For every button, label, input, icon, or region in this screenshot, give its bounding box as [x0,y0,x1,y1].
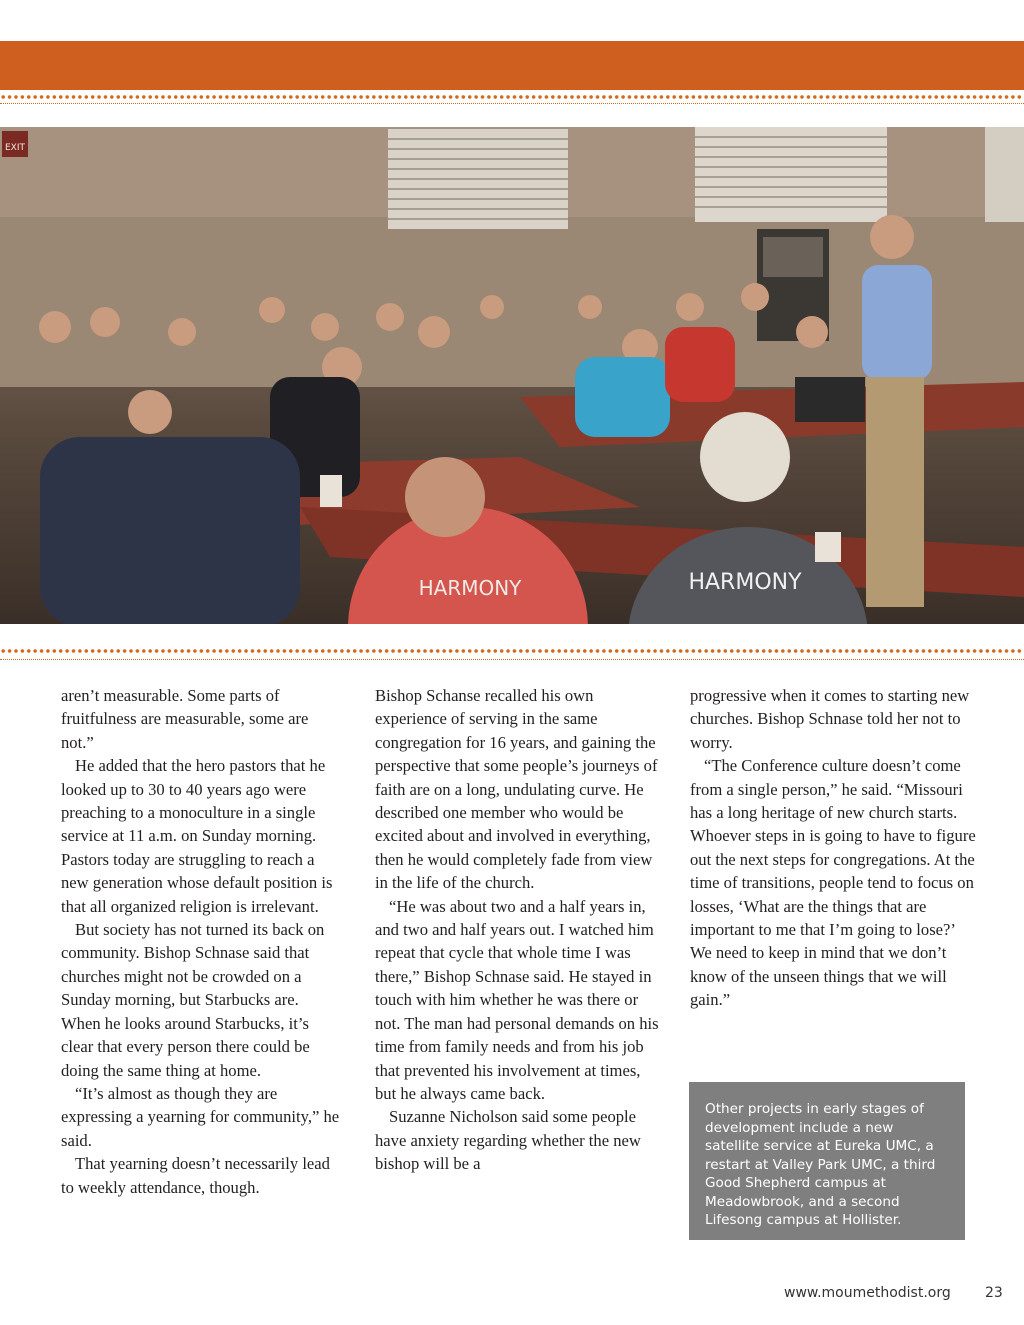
paragraph: But society has not turned its back on community. Bishop Schnase said that churches might not be crowded on a Sunday morning, but Starbucks are. When he looks around Starbucks, it’s clear that every person there could be doing the same thing at home. [61,920,325,1080]
shirt-logo-left: HARMONY [418,576,522,600]
exit-sign-text: EXIT [4,143,26,153]
page-number: 23 [985,1285,1003,1301]
paragraph: “It’s almost as though they are expressing a yearning for community,” he said. [61,1083,340,1150]
text-column-3 [690,684,980,1012]
bottom-dotted-border [0,648,1024,654]
paragraph: “He was about two and a half years in, and two and half years out. I watched him repeat that cycle that whole time I was there,” Bishop Schnase said. He stayed in touch with him whether he was there or not. The man had personal demands on his time from family needs and from his job that prevented his involvement at times, but he always came back. [375,896,659,1103]
paragraph: He added that the hero pastors that he looked up to 30 to 40 years ago were preaching to a monoculture in a single service at 11 a.m. on Sunday morning. Pastors today are struggling to reach a new generation whose default position is that all organized religion is irrelevant. [61,756,333,916]
header-color-band [0,41,1024,90]
paragraph: That yearning doesn’t necessarily lead to weekly attendance, though. [61,1154,330,1197]
laptop [795,377,865,422]
paragraph: “The Conference culture doesn’t come from a single person,” he said. “Missouri has a long heritage of new church starts. Whoever steps in is going to have to figure out the next steps for congregations. At the time of transitions, people tend to focus on losses, ‘What are the things that are important to me that I’m going to lose?’ We need to keep in mind that we don’t know of the unseen things that we will gain.” [690,756,976,1010]
bottom-dotted-rule [0,659,1024,660]
paragraph: progressive when it comes to starting new churches. Bishop Schnase told her not to worry. [690,686,970,752]
footer-website-link[interactable]: www.moumethodist.org [784,1285,951,1301]
sidebar-text: Other projects in early stages of development include a new satellite service at Eureka UMC, a restart at Valley Park UMC, a third Good Shepherd campus at Meadowbrook, and a second Lifesong campus at Hollister. [705,1101,936,1228]
text-column-2 [375,684,665,1176]
top-dotted-rule [0,103,1024,104]
speaker-shirt [862,265,932,380]
paragraph: Bishop Schanse recalled his own experience of serving in the same congregation for 16 years, and gaining the perspective that some people’s journeys of faith are on a long, undulating curve. He described one member who would be excited about and involved in everything, then he would completely fade from view in the life of the church. [375,686,658,893]
paragraph: aren’t measurable. Some parts of fruitfulness are measurable, some are not.” [61,686,309,752]
window-blinds-left [388,129,568,229]
shirt-logo-right: HARMONY [688,570,802,595]
sidebar-callout [689,1082,965,1240]
top-dotted-border [0,94,1024,100]
meeting-photo [0,127,1024,624]
text-column-1 [61,684,341,1199]
paragraph: Suzanne Nicholson said some people have anxiety regarding whether the new bishop will be a [375,1107,641,1174]
